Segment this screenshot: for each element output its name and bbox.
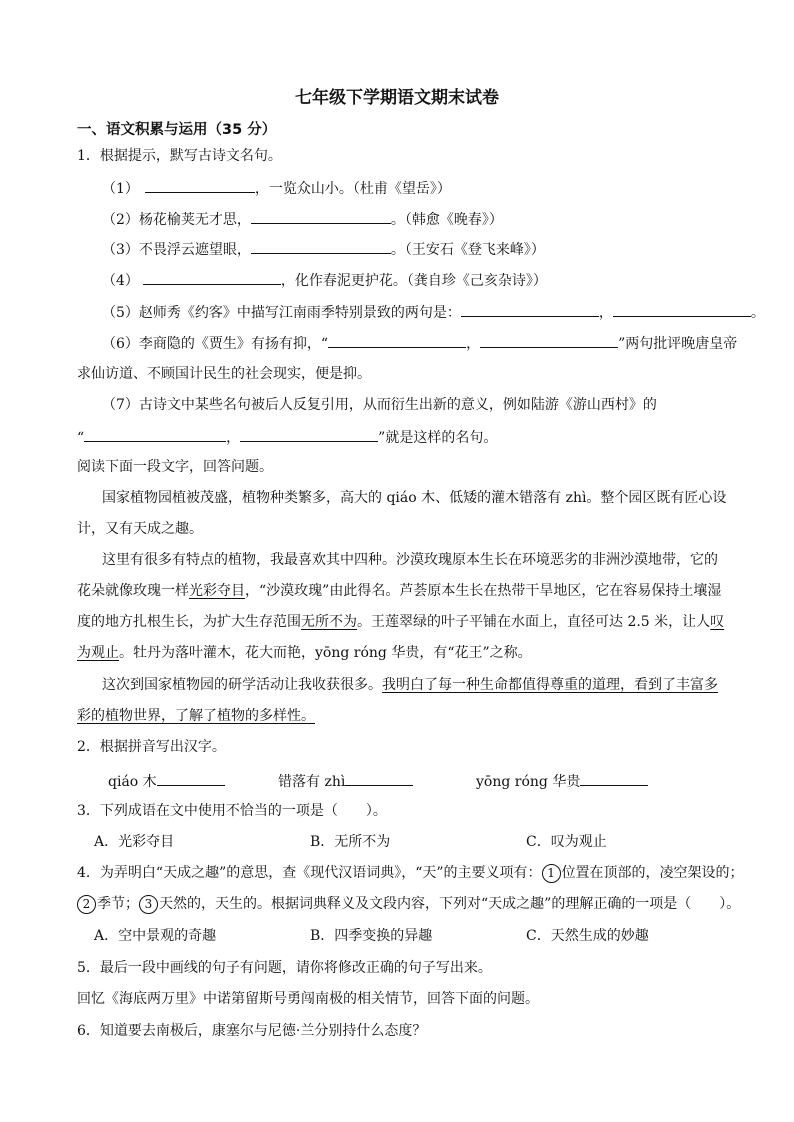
answer-blank[interactable] <box>157 770 225 786</box>
exam-title: 七年级下学期语文期末试卷 <box>295 88 499 108</box>
answer-blank[interactable] <box>84 426 226 442</box>
answer-blank[interactable] <box>461 301 599 317</box>
q2-item-c <box>476 770 648 792</box>
answer-blank[interactable] <box>580 770 648 786</box>
item-text: ，化作春泥更护花。（龚自珍《己亥杂诗》） <box>280 273 547 289</box>
passage-p2-line2 <box>77 581 721 601</box>
section-heading: 一、语文积累与运用（35 分） <box>77 122 277 138</box>
q1-item-6-cont: 求仙访道、不顾国计民生的社会现实，便是抑。 <box>77 366 371 382</box>
underlined-idiom: 叹 <box>710 614 725 630</box>
underlined-sentence: 我明白了每一种生命都值得尊重的道理，看到了丰富多 <box>382 677 718 693</box>
q1-item-1 <box>102 177 451 199</box>
question-text: 季节； <box>97 896 139 912</box>
question-2-stem: 2．根据拼音写出汉字。 <box>77 739 226 755</box>
passage-text: 这次到国家植物园的研学活动让我收获很多。 <box>102 677 382 693</box>
pinyin-prompt: qiáo 木 <box>108 774 157 790</box>
item-text: 。 <box>750 305 765 321</box>
item-text: （3）不畏浮云遮望眼， <box>102 242 251 258</box>
q1-item-2 <box>102 208 503 230</box>
passage-text: 度的地方扎根生长，为扩大生存范围 <box>77 614 301 630</box>
q1-item-7: （7）古诗文中某些名句被后人反复引用，从而衍生出新的意义，例如陆游《游山西村》的 <box>102 397 657 413</box>
circled-number: 1 <box>542 864 561 883</box>
q1-item-5 <box>102 301 765 323</box>
question-6-stem: 6．知道要去南极后，康塞尔与尼德·兰分别持什么态度？ <box>77 1023 427 1039</box>
item-text: （2）杨花榆荚无才思， <box>102 212 251 228</box>
q2-item-b <box>278 770 413 792</box>
question-text: 4．为弄明白“天成之趣”的意思，查《现代汉语词典》，“天”的主要义项有： <box>77 865 542 881</box>
item-text: ， <box>226 430 241 446</box>
answer-blank[interactable] <box>480 332 618 348</box>
item-text: ，一览众山小。（杜甫《望岳》） <box>254 181 451 197</box>
item-text: ， <box>598 305 613 321</box>
item-text: 。（韩愈《晚春》） <box>390 212 503 228</box>
item-text: ”就是这样的名句。 <box>378 430 498 446</box>
q1-item-4 <box>102 269 547 291</box>
reading-instruction: 阅读下面一段文字，回答问题。 <box>77 459 273 475</box>
passage-p3-line1 <box>102 675 718 695</box>
item-text: （5）赵师秀《约客》中描写江南雨季特别景致的两句是： <box>102 305 461 321</box>
q4-option-c[interactable]: C．天然生成的妙趣 <box>526 928 649 944</box>
q1-item-7-cont <box>77 426 497 448</box>
underlined-idiom: 光彩夺目 <box>189 583 245 599</box>
answer-blank[interactable] <box>345 770 413 786</box>
question-4-line1 <box>77 863 744 883</box>
passage-p3-line2 <box>77 706 315 726</box>
answer-blank[interactable] <box>328 332 466 348</box>
pinyin-prompt: 错落有 zhì <box>278 774 346 790</box>
passage-p2-line3 <box>77 612 724 632</box>
q3-option-c[interactable]: C．叹为观止 <box>526 834 607 850</box>
item-text: ”两句批评晚唐皇帝 <box>618 336 738 352</box>
passage-text: 。王莲翠绿的叶子平铺在水面上，直径可达 2.5 米，让人 <box>357 614 711 630</box>
quote-open: “ <box>77 430 85 446</box>
item-number: （4） <box>102 273 139 289</box>
q4-option-a[interactable]: A．空中景观的奇趣 <box>94 928 217 944</box>
passage-text: 花朵就像玫瑰一样 <box>77 583 189 599</box>
answer-blank[interactable] <box>251 238 391 254</box>
item-text: 。（王安石《登飞来峰》） <box>390 242 545 258</box>
question-1-stem: 1．根据提示，默写古诗文名句。 <box>77 148 282 164</box>
q1-item-3 <box>102 238 545 260</box>
q2-item-a <box>108 770 225 792</box>
q4-option-b[interactable]: B．四季变换的异趣 <box>310 928 433 944</box>
answer-blank[interactable] <box>143 269 281 285</box>
question-text: 位置在顶部的，凌空架设的； <box>561 865 744 881</box>
item-number: （1） <box>102 181 139 197</box>
q3-option-a[interactable]: A．光彩夺目 <box>94 834 175 850</box>
pinyin-prompt: yōng róng 华贵 <box>476 774 581 790</box>
circled-number: 3 <box>139 895 158 914</box>
passage-text: 。牡丹为落叶灌木，花大而艳，yōng róng 华贵，有“花王”之称。 <box>119 645 532 661</box>
question-4-line2 <box>77 894 740 914</box>
question-text: 天然的，天生的。根据词典释义及文段内容，下列对“天成之趣”的理解正确的一项是（ ）。 <box>159 896 741 912</box>
circled-number: 2 <box>77 895 96 914</box>
answer-blank[interactable] <box>613 301 751 317</box>
q3-option-b[interactable]: B．无所不为 <box>310 834 391 850</box>
answer-blank[interactable] <box>251 208 391 224</box>
item-text: ， <box>466 336 481 352</box>
passage-p1-line1: 国家植物园植被茂盛，植物种类繁多，高大的 qiáo 木、低矮的灌木错落有 zhì。整个园区既有匠心设 <box>102 490 727 506</box>
answer-blank[interactable] <box>240 426 378 442</box>
passage-p1-line2: 计，又有天成之趣。 <box>77 521 203 537</box>
question-3-stem: 3．下列成语在文中使用不恰当的一项是（ ）。 <box>77 803 387 819</box>
item-text: （6）李商隐的《贾生》有扬有抑，“ <box>102 336 329 352</box>
passage-p2-line1: 这里有很多有特点的植物，我最喜欢其中四种。沙漠玫瑰原本生长在环境恶劣的非洲沙漠地带，它的 <box>102 552 718 568</box>
passage-p2-line4 <box>77 643 532 663</box>
underlined-idiom: 为观止 <box>77 645 119 661</box>
passage-text: ，“沙漠玫瑰”由此得名。芦荟原本生长在热带干旱地区，它在容易保持土壤湿 <box>245 583 722 599</box>
underlined-idiom: 无所不为 <box>301 614 357 630</box>
q1-item-6 <box>102 332 737 354</box>
underlined-sentence: 彩的植物世界，了解了植物的多样性。 <box>77 708 315 724</box>
answer-blank[interactable] <box>145 177 255 193</box>
question-5-stem: 5．最后一段中画线的句子有问题，请你将修改正确的句子写出来。 <box>77 960 492 976</box>
reading-instruction-2: 回忆《海底两万里》中诺第留斯号勇闯南极的相关情节，回答下面的问题。 <box>77 991 539 1007</box>
